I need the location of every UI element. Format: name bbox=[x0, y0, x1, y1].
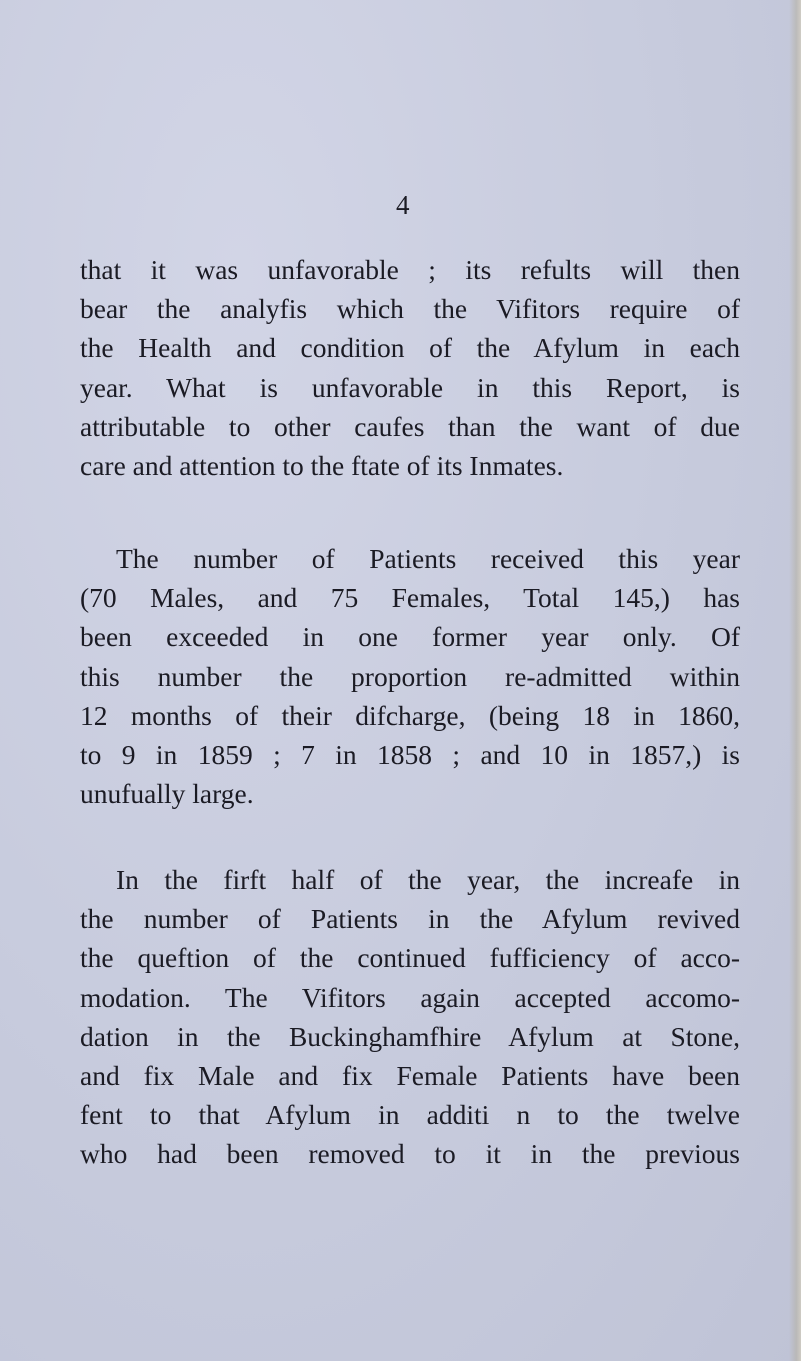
text-line: fent to that Afylum in additi n to the twelve bbox=[80, 1099, 740, 1131]
text-line: been exceeded in one former year only. Of bbox=[80, 621, 740, 653]
paragraph-3 bbox=[80, 860, 740, 1174]
text-line: and fix Male and fix Female Patients have been bbox=[80, 1060, 740, 1092]
text-line: attributable to other caufes than the want of due bbox=[80, 410, 740, 442]
text-line: the Health and condition of the Afylum in each bbox=[80, 332, 740, 364]
page-number: 4 bbox=[396, 190, 410, 220]
text-line: to 9 in 1859 ; 7 in 1858 ; and 10 in 1857,) is bbox=[80, 739, 740, 771]
text-line: who had been removed to it in the previous bbox=[80, 1138, 740, 1170]
text-line: modation. The Vifitors again accepted accomo- bbox=[80, 981, 740, 1013]
text-line: that it was unfavorable ; its refults will then bbox=[80, 254, 740, 285]
paragraph-1 bbox=[80, 250, 740, 485]
text-line: In the firft half of the year, the increafe in bbox=[116, 864, 740, 895]
text-line: The number of Patients received this year bbox=[116, 543, 740, 574]
text-line: bear the analyfis which the Vifitors require of bbox=[80, 293, 740, 325]
text-line: this number the proportion re-admitted within bbox=[80, 660, 740, 692]
text-line: year. What is unfavorable in this Report, is bbox=[80, 371, 740, 403]
paragraph-2 bbox=[80, 539, 740, 813]
text-line: dation in the Buckinghamfhire Afylum at Stone, bbox=[80, 1020, 740, 1052]
text-line: (70 Males, and 75 Females, Total 145,) has bbox=[80, 582, 740, 614]
page-edge bbox=[789, 0, 801, 1361]
text-line: the queftion of the continued fufficiency of acco- bbox=[80, 942, 740, 974]
text-line: unufually large. bbox=[80, 778, 254, 810]
text-line: care and attention to the ftate of its Inmates. bbox=[80, 450, 564, 482]
text-line: the number of Patients in the Afylum revived bbox=[80, 903, 740, 935]
text-line: 12 months of their difcharge, (being 18 in 1860, bbox=[80, 699, 740, 731]
